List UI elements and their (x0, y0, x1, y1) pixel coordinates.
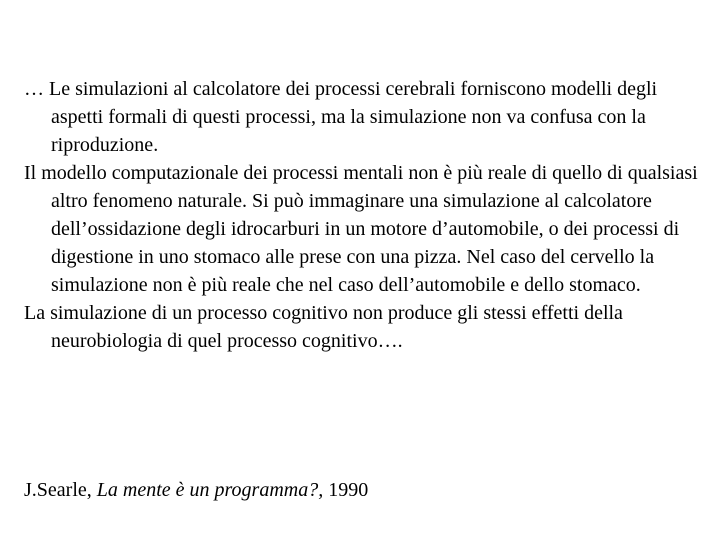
citation (24, 476, 704, 504)
quote-paragraph-3: La simulazione di un processo cognitivo non produce gli stessi effetti della neurobiologia di quel processo cognitivo…. (24, 302, 623, 352)
quote-paragraph-1: … Le simulazioni al calcolatore dei processi cerebrali forniscono modelli degli aspetti formali di questi processi, ma la simulazione non va confusa con la riproduzione. (24, 78, 658, 156)
citation-title: La mente è un programma?, (96, 479, 324, 501)
citation-author: J.Searle, (24, 479, 97, 501)
quote-paragraph-2: Il modello computazionale dei processi mentali non è più reale di quello di qualsiasi altro fenomeno naturale. Si può immaginare una simulazione al calcolatore dell’ossidazione degli idrocarburi in un motore d’automobile, o dei processi di digestione in uno stomaco alle prese con una pizza. Nel caso del cervello la simulazione non è più reale che nel caso dell’automobile e dello stomaco. (24, 162, 698, 296)
quote-block (24, 75, 704, 355)
citation-year: 1990 (323, 479, 369, 501)
